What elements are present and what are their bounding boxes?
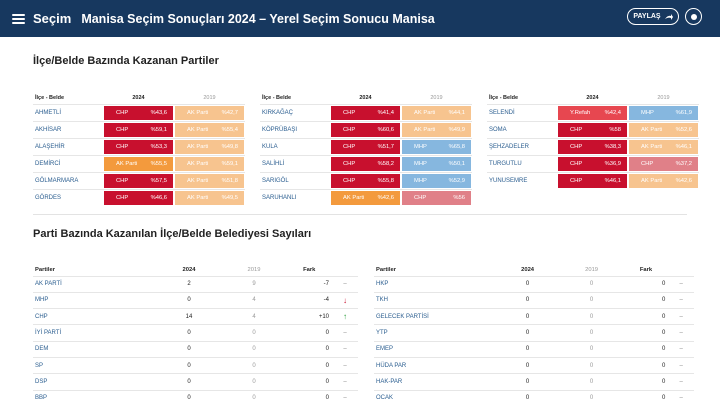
winner-2024-cell [331, 140, 400, 154]
winner-2019-percent: %42,7 [221, 109, 238, 116]
winner-2024-party: CHP [343, 160, 356, 167]
district-name[interactable]: SOMA [487, 121, 557, 138]
party-name[interactable]: DSP [33, 374, 157, 390]
winner-2019-party: MHP [414, 177, 427, 184]
winner-2024-party: CHP [570, 160, 583, 167]
party-row[interactable] [33, 357, 358, 373]
count-2019: 0 [560, 292, 624, 308]
count-difference: 0 [624, 325, 669, 341]
no-change-icon: – [343, 378, 347, 385]
count-2024: 0 [157, 341, 222, 357]
district-name[interactable]: KÖPRÜBAŞI [260, 121, 330, 138]
count-difference: 0 [624, 374, 669, 390]
count-2019: 0 [560, 309, 624, 325]
count-difference: 0 [624, 357, 669, 373]
count-2019: 4 [222, 309, 287, 325]
district-name[interactable]: SELENDİ [487, 104, 557, 121]
count-2019: 9 [222, 276, 287, 292]
party-row[interactable] [374, 325, 694, 341]
winner-2019-percent: %49,8 [221, 143, 238, 150]
count-2024: 0 [496, 374, 560, 390]
count-difference: 0 [287, 390, 333, 406]
count-difference: 0 [624, 390, 669, 406]
winner-2019-percent: %51,8 [221, 177, 238, 184]
winner-2024-percent: %55,8 [377, 177, 394, 184]
section-divider [33, 214, 687, 215]
count-2024: 0 [157, 374, 222, 390]
winner-2024-cell [104, 191, 173, 205]
winner-2019-party: AK Parti [641, 143, 663, 150]
winner-2024-percent: %59,1 [150, 126, 167, 133]
winner-2019-cell [402, 157, 471, 171]
winner-2019-party: MHP [641, 109, 654, 116]
count-2024: 2 [157, 276, 222, 292]
winner-2024-cell [331, 174, 400, 188]
party-name[interactable]: CHP [33, 309, 157, 325]
party-row[interactable] [33, 374, 358, 390]
district-row[interactable] [33, 189, 245, 206]
arrow-down-icon: ↓ [343, 295, 347, 305]
district-name[interactable]: KIRKAĞAÇ [260, 104, 330, 121]
winner-2024-party: CHP [343, 109, 356, 116]
winner-2024-party: CHP [570, 126, 583, 133]
winner-2024-party: CHP [343, 177, 356, 184]
party-row[interactable] [374, 390, 694, 406]
count-difference: 0 [287, 374, 333, 390]
share-label: PAYLAŞ [633, 13, 661, 20]
party-name[interactable]: HÜDA PAR [374, 357, 496, 373]
winner-2024-party: CHP [570, 177, 583, 184]
winner-2019-percent: %46,1 [675, 143, 692, 150]
winner-2019-percent: %42,6 [675, 177, 692, 184]
winner-2019-percent: %49,5 [221, 194, 238, 201]
share-button[interactable] [627, 8, 679, 25]
count-2019: 0 [560, 276, 624, 292]
winner-2024-percent: %46,6 [150, 194, 167, 201]
arrow-up-icon: ↑ [343, 312, 347, 322]
winner-2024-cell [558, 157, 627, 171]
winner-2019-party: CHP [414, 194, 427, 201]
count-2019: 0 [560, 374, 624, 390]
winner-2019-percent: %52,9 [448, 177, 465, 184]
winner-2019-percent: %50,1 [448, 160, 465, 167]
menu-icon[interactable] [12, 14, 25, 24]
district-row[interactable] [487, 172, 699, 189]
district-row[interactable] [260, 155, 472, 172]
party-name[interactable]: HKP [374, 276, 496, 292]
party-name[interactable]: BBP [33, 390, 157, 406]
district-name[interactable]: SALİHLİ [260, 155, 330, 172]
district-row[interactable] [487, 138, 699, 155]
district-name[interactable]: GÖLMARMARA [33, 172, 103, 189]
winner-2019-percent: %52,6 [675, 126, 692, 133]
winner-2024-percent: %46,1 [604, 177, 621, 184]
count-2019: 0 [222, 374, 287, 390]
no-change-icon: – [679, 330, 683, 337]
district-row[interactable] [33, 138, 245, 155]
col-header-2019: 2019 [247, 266, 261, 273]
district-row[interactable] [260, 121, 472, 138]
winner-2019-party: AK Parti [414, 109, 436, 116]
party-name[interactable]: HAK-PAR [374, 374, 496, 390]
count-difference: 0 [624, 341, 669, 357]
winner-2019-cell [175, 140, 244, 154]
col-header-2019: 2019 [657, 94, 670, 101]
winner-2024-cell [558, 174, 627, 188]
winner-2019-cell [175, 106, 244, 120]
col-header-2019: 2019 [203, 94, 216, 101]
winner-2019-party: AK Parti [187, 194, 209, 201]
winner-2019-cell [175, 174, 244, 188]
no-change-icon: – [343, 395, 347, 402]
winner-2024-party: CHP [343, 126, 356, 133]
no-change-icon: – [679, 297, 683, 304]
col-header-2024: 2024 [521, 266, 535, 273]
winner-2024-percent: %41,4 [377, 109, 394, 116]
district-row[interactable] [33, 155, 245, 172]
district-name[interactable]: SARIGÖL [260, 172, 330, 189]
top-bar [0, 0, 720, 37]
count-2019: 0 [222, 357, 287, 373]
winner-2024-percent: %42,4 [604, 109, 621, 116]
district-name[interactable]: DEMİRCİ [33, 155, 103, 172]
winner-2024-cell [558, 140, 627, 154]
winner-2019-percent: %56 [453, 194, 465, 201]
winner-2024-percent: %57,5 [150, 177, 167, 184]
winner-2019-cell [402, 123, 471, 137]
count-2019: 0 [560, 341, 624, 357]
winner-2024-cell [104, 174, 173, 188]
district-name[interactable]: ŞEHZADELER [487, 138, 557, 155]
count-difference: 0 [287, 325, 333, 341]
winner-2019-cell [402, 174, 471, 188]
count-2024: 0 [496, 276, 560, 292]
count-2024: 0 [157, 325, 222, 341]
count-2019: 0 [560, 325, 624, 341]
winner-2024-percent: %58,2 [377, 160, 394, 167]
winner-2024-cell [331, 106, 400, 120]
winner-2019-party: AK Parti [187, 160, 209, 167]
winner-2024-party: AK Parti [116, 160, 138, 167]
winner-2019-cell [175, 191, 244, 205]
winner-2024-party: CHP [116, 177, 129, 184]
winner-2019-percent: %59,1 [221, 160, 238, 167]
party-row[interactable] [33, 276, 358, 292]
count-2024: 0 [496, 292, 560, 308]
winner-2024-percent: %55,5 [150, 160, 167, 167]
winner-2024-cell [331, 157, 400, 171]
col-header-district: İlçe - Belde [35, 94, 65, 101]
winner-2019-percent: %55,4 [221, 126, 238, 133]
party-row[interactable] [374, 292, 694, 308]
winner-2024-percent: %60,6 [377, 126, 394, 133]
no-change-icon: – [679, 313, 683, 320]
col-header-district: İlçe - Belde [262, 94, 292, 101]
winner-2019-party: CHP [641, 160, 654, 167]
district-table [33, 92, 245, 206]
party-row[interactable] [374, 309, 694, 325]
no-change-icon: – [679, 378, 683, 385]
count-2019: 0 [560, 390, 624, 406]
winner-2019-cell [629, 157, 698, 171]
no-change-icon: – [343, 362, 347, 369]
winner-2019-cell [629, 140, 698, 154]
winner-2019-party: AK Parti [187, 177, 209, 184]
count-2024: 0 [496, 357, 560, 373]
winner-2019-party: AK Parti [414, 126, 436, 133]
party-name[interactable]: DEM [33, 341, 157, 357]
count-2024: 0 [157, 292, 222, 308]
count-2019: 0 [222, 390, 287, 406]
winner-2024-party: CHP [116, 143, 129, 150]
no-change-icon: – [679, 395, 683, 402]
col-header-2024: 2024 [132, 94, 145, 101]
district-name[interactable]: TURGUTLU [487, 155, 557, 172]
winner-2024-cell [104, 140, 173, 154]
count-2024: 14 [157, 309, 222, 325]
winner-2019-percent: %44,1 [448, 109, 465, 116]
district-row[interactable] [487, 121, 699, 138]
district-row[interactable] [260, 172, 472, 189]
district-row[interactable] [260, 104, 472, 121]
district-row[interactable] [33, 104, 245, 121]
party-row[interactable] [374, 276, 694, 292]
winner-2024-party: CHP [343, 143, 356, 150]
winner-2019-percent: %49,9 [448, 126, 465, 133]
party-name[interactable]: TKH [374, 292, 496, 308]
col-header-fark: Fark [639, 266, 653, 273]
district-name[interactable]: ALAŞEHİR [33, 138, 103, 155]
count-difference: 0 [624, 276, 669, 292]
count-difference: 0 [287, 357, 333, 373]
district-row[interactable] [33, 172, 245, 189]
col-header-2024: 2024 [359, 94, 372, 101]
winner-2024-cell [331, 191, 400, 205]
winner-2024-party: CHP [116, 109, 129, 116]
winner-2024-cell [558, 106, 627, 120]
party-row[interactable] [33, 292, 358, 308]
party-row[interactable] [33, 390, 358, 406]
district-row[interactable] [33, 121, 245, 138]
count-2024: 0 [496, 309, 560, 325]
count-2019: 0 [560, 357, 624, 373]
winner-2024-percent: %36,9 [604, 160, 621, 167]
winner-2024-percent: %53,3 [150, 143, 167, 150]
winner-2024-cell [104, 106, 173, 120]
district-name[interactable]: SARUHANLI [260, 189, 330, 206]
district-row[interactable] [487, 104, 699, 121]
winner-2019-party: AK Parti [187, 126, 209, 133]
district-table [487, 92, 699, 189]
no-change-icon: – [343, 330, 347, 337]
winner-2024-cell [331, 123, 400, 137]
col-header-2024: 2024 [182, 266, 196, 273]
party-counts-title: Parti Bazında Kazanılan İlçe/Belde Belediyesi Sayıları [33, 228, 312, 240]
winner-2019-cell [175, 157, 244, 171]
district-name[interactable]: KULA [260, 138, 330, 155]
party-name[interactable]: GELECEK PARTİSİ [374, 309, 496, 325]
party-name[interactable]: EMEP [374, 341, 496, 357]
winner-2019-percent: %61,9 [675, 109, 692, 116]
no-change-icon: – [679, 362, 683, 369]
party-name[interactable]: İYİ PARTİ [33, 325, 157, 341]
winner-2024-percent: %38,3 [604, 143, 621, 150]
winner-2019-cell [402, 191, 471, 205]
party-name[interactable]: SP [33, 357, 157, 373]
winner-2019-cell [402, 106, 471, 120]
winner-2019-party: MHP [414, 143, 427, 150]
count-difference: 0 [287, 341, 333, 357]
district-name[interactable]: AHMETLİ [33, 104, 103, 121]
winner-2024-percent: %51,7 [377, 143, 394, 150]
district-winners-title: İlçe/Belde Bazında Kazanan Partiler [33, 55, 219, 67]
party-name[interactable]: AK PARTİ [33, 276, 157, 292]
col-header-2024: 2024 [586, 94, 599, 101]
party-name[interactable]: MHP [33, 292, 157, 308]
winner-2019-cell [629, 123, 698, 137]
winner-2019-party: AK Parti [641, 177, 663, 184]
winner-2019-party: MHP [414, 160, 427, 167]
count-2024: 0 [496, 341, 560, 357]
district-name[interactable]: YUNUSEMRE [487, 172, 557, 189]
party-row[interactable] [33, 309, 358, 325]
district-row[interactable] [260, 189, 472, 206]
winner-2024-percent: %43,6 [150, 109, 167, 116]
winner-2024-percent: %42,6 [377, 194, 394, 201]
count-difference: +10 [287, 309, 333, 325]
party-row[interactable] [374, 357, 694, 373]
count-2019: 4 [222, 292, 287, 308]
count-difference: -7 [287, 276, 333, 292]
count-2019: 0 [222, 325, 287, 341]
no-change-icon: – [343, 346, 347, 353]
page-title: Manisa Seçim Sonuçları 2024 – Yerel Seçim Sonucu Manisa [81, 11, 435, 26]
brand-logo[interactable]: Seçim [33, 11, 72, 26]
party-row[interactable] [33, 341, 358, 357]
winner-2024-cell [558, 123, 627, 137]
count-2024: 0 [496, 390, 560, 406]
count-difference: 0 [624, 292, 669, 308]
district-name[interactable]: GÖRDES [33, 189, 103, 206]
winner-2019-percent: %65,8 [448, 143, 465, 150]
col-header-fark: Fark [303, 266, 316, 273]
winner-2024-percent: %58 [609, 126, 621, 133]
district-table [260, 92, 472, 206]
district-row[interactable] [487, 155, 699, 172]
winner-2019-party: AK Parti [187, 143, 209, 150]
no-change-icon: – [343, 281, 347, 288]
district-name[interactable]: AKHİSAR [33, 121, 103, 138]
col-header-party: Partiler [376, 266, 396, 273]
count-2024: 0 [157, 390, 222, 406]
party-count-table [33, 264, 358, 406]
count-difference: -4 [287, 292, 333, 308]
winner-2024-party: AK Parti [343, 194, 365, 201]
party-row[interactable] [374, 341, 694, 357]
winner-2024-cell [104, 123, 173, 137]
share-arrow-icon [665, 14, 673, 20]
district-row[interactable] [260, 138, 472, 155]
winner-2019-cell [629, 174, 698, 188]
party-count-table [374, 264, 694, 406]
col-header-party: Partiler [35, 266, 55, 273]
count-2024: 0 [496, 325, 560, 341]
user-account-button[interactable] [685, 8, 702, 25]
party-name[interactable]: OCAK [374, 390, 496, 406]
winner-2019-cell [629, 106, 698, 120]
party-row[interactable] [33, 325, 358, 341]
party-name[interactable]: YTP [374, 325, 496, 341]
winner-2019-cell [402, 140, 471, 154]
col-header-district: İlçe - Belde [489, 94, 519, 101]
winner-2019-cell [175, 123, 244, 137]
count-2024: 0 [157, 357, 222, 373]
col-header-2019: 2019 [585, 266, 599, 273]
winner-2024-party: CHP [116, 194, 129, 201]
winner-2019-party: AK Parti [187, 109, 209, 116]
winner-2024-party: CHP [570, 143, 583, 150]
winner-2024-party: CHP [116, 126, 129, 133]
count-difference: 0 [624, 309, 669, 325]
no-change-icon: – [679, 346, 683, 353]
count-2019: 0 [222, 341, 287, 357]
winner-2024-cell [104, 157, 173, 171]
winner-2024-party: Y.Refah [570, 109, 591, 116]
winner-2019-party: AK Parti [641, 126, 663, 133]
no-change-icon: – [679, 281, 683, 288]
user-icon [691, 14, 697, 20]
winner-2019-percent: %37,2 [675, 160, 692, 167]
col-header-2019: 2019 [430, 94, 443, 101]
party-row[interactable] [374, 374, 694, 390]
